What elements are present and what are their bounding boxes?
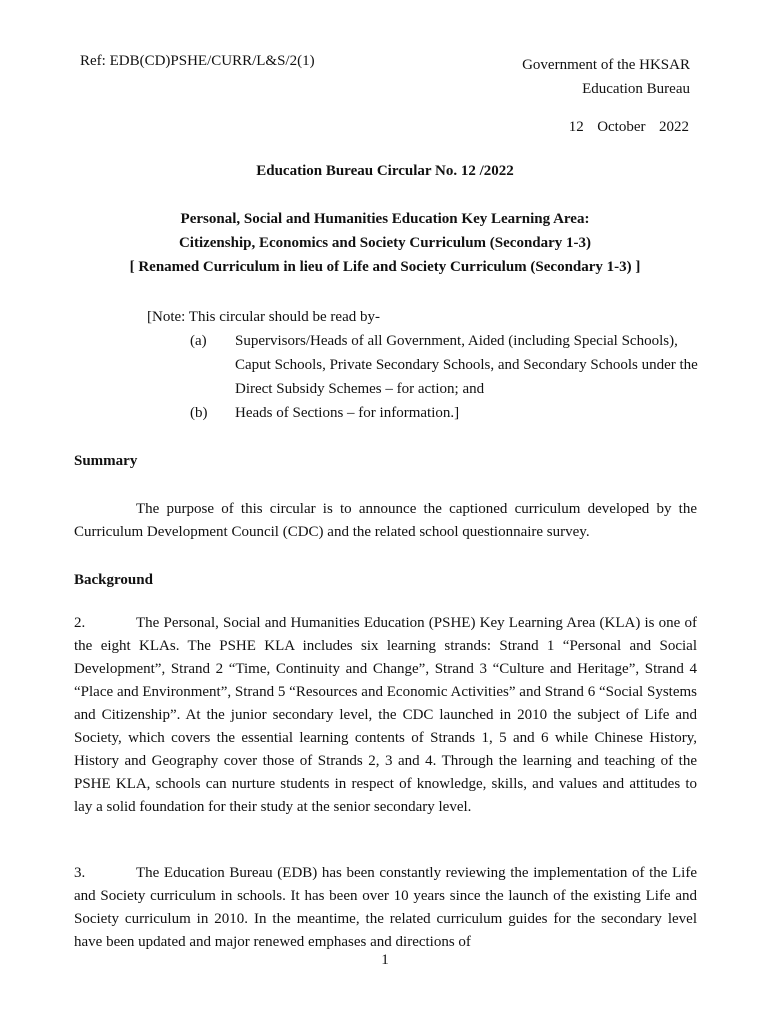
paragraph-2	[74, 612, 697, 819]
circular-date: 12 October 2022	[568, 119, 689, 135]
note-item-text: Supervisors/Heads of all Government, Aided (including Special Schools), Caput Schools, Private Secondary Schools, and Secondary Schools under the Direct Subsidy Schemes – for action; and	[235, 333, 698, 397]
paragraph-number: 2.	[74, 615, 86, 631]
government-name: Government of the HKSAR	[522, 57, 690, 73]
paragraph-number: 3.	[74, 865, 86, 881]
paragraph-text: The Education Bureau (EDB) has been constantly reviewing the implementation of the Life and Society curriculum in schools. It has been over 10 years since the launch of the existing Life and Society curriculum in 2010. In the meantime, the related curriculum guides for the secondary level have been updated and major renewed emphases and directions of	[74, 865, 697, 950]
summary-heading: Summary	[74, 453, 138, 469]
summary-paragraph: The purpose of this circular is to announce the captioned curriculum developed by the Curriculum Development Council (CDC) and the related school questionnaire survey.	[74, 501, 697, 540]
note-item-b	[147, 401, 703, 425]
title-line-3: [ Renamed Curriculum in lieu of Life and Society Curriculum (Secondary 1-3) ]	[129, 259, 641, 275]
note-item-text: Heads of Sections – for information.]	[235, 405, 460, 421]
title-line-2: Citizenship, Economics and Society Curriculum (Secondary 1-3)	[178, 235, 592, 251]
bureau-name: Education Bureau	[582, 81, 690, 97]
note-item-label: (a)	[190, 333, 207, 349]
note-item-a	[147, 329, 703, 401]
paragraph-3	[74, 862, 697, 954]
note-intro: [Note: This circular should be read by-	[147, 309, 380, 325]
reference-number: Ref: EDB(CD)PSHE/CURR/L&S/2(1)	[80, 53, 315, 69]
paragraph-text: The Personal, Social and Humanities Education (PSHE) Key Learning Area (KLA) is one of the eight KLAs. The PSHE KLA includes six learning strands: Strand 1 “Personal and Social Development”, Strand 2 “Time, Continuity and Change”, Strand 3 “Culture and Heritage”, Strand 4 “Place and Environment”, Strand 5 “Resources and Economic Activities” and Strand 6 “Social Systems and Citizenship”. At the junior secondary level, the CDC launched in 2010 the subject of Life and Society, which covers the essential learning contents of Strands 1, 5 and 6 while Chinese History, History and Geography cover those of Strands 2, 3 and 4. Through the learning and teaching of the PSHE KLA, schools can nurture students in respect of knowledge, skills, and values and attitudes to lay a solid foundation for their study at the senior secondary level.	[74, 615, 697, 815]
page-number: 1	[381, 952, 389, 968]
title-line-1: Personal, Social and Humanities Education Key Learning Area:	[180, 211, 590, 227]
issuer-block	[522, 53, 690, 101]
circular-title	[0, 207, 770, 279]
circular-number: Education Bureau Circular No. 12 /2022	[256, 163, 514, 179]
distribution-note	[147, 305, 703, 425]
background-heading: Background	[74, 572, 153, 588]
note-item-label: (b)	[190, 405, 208, 421]
